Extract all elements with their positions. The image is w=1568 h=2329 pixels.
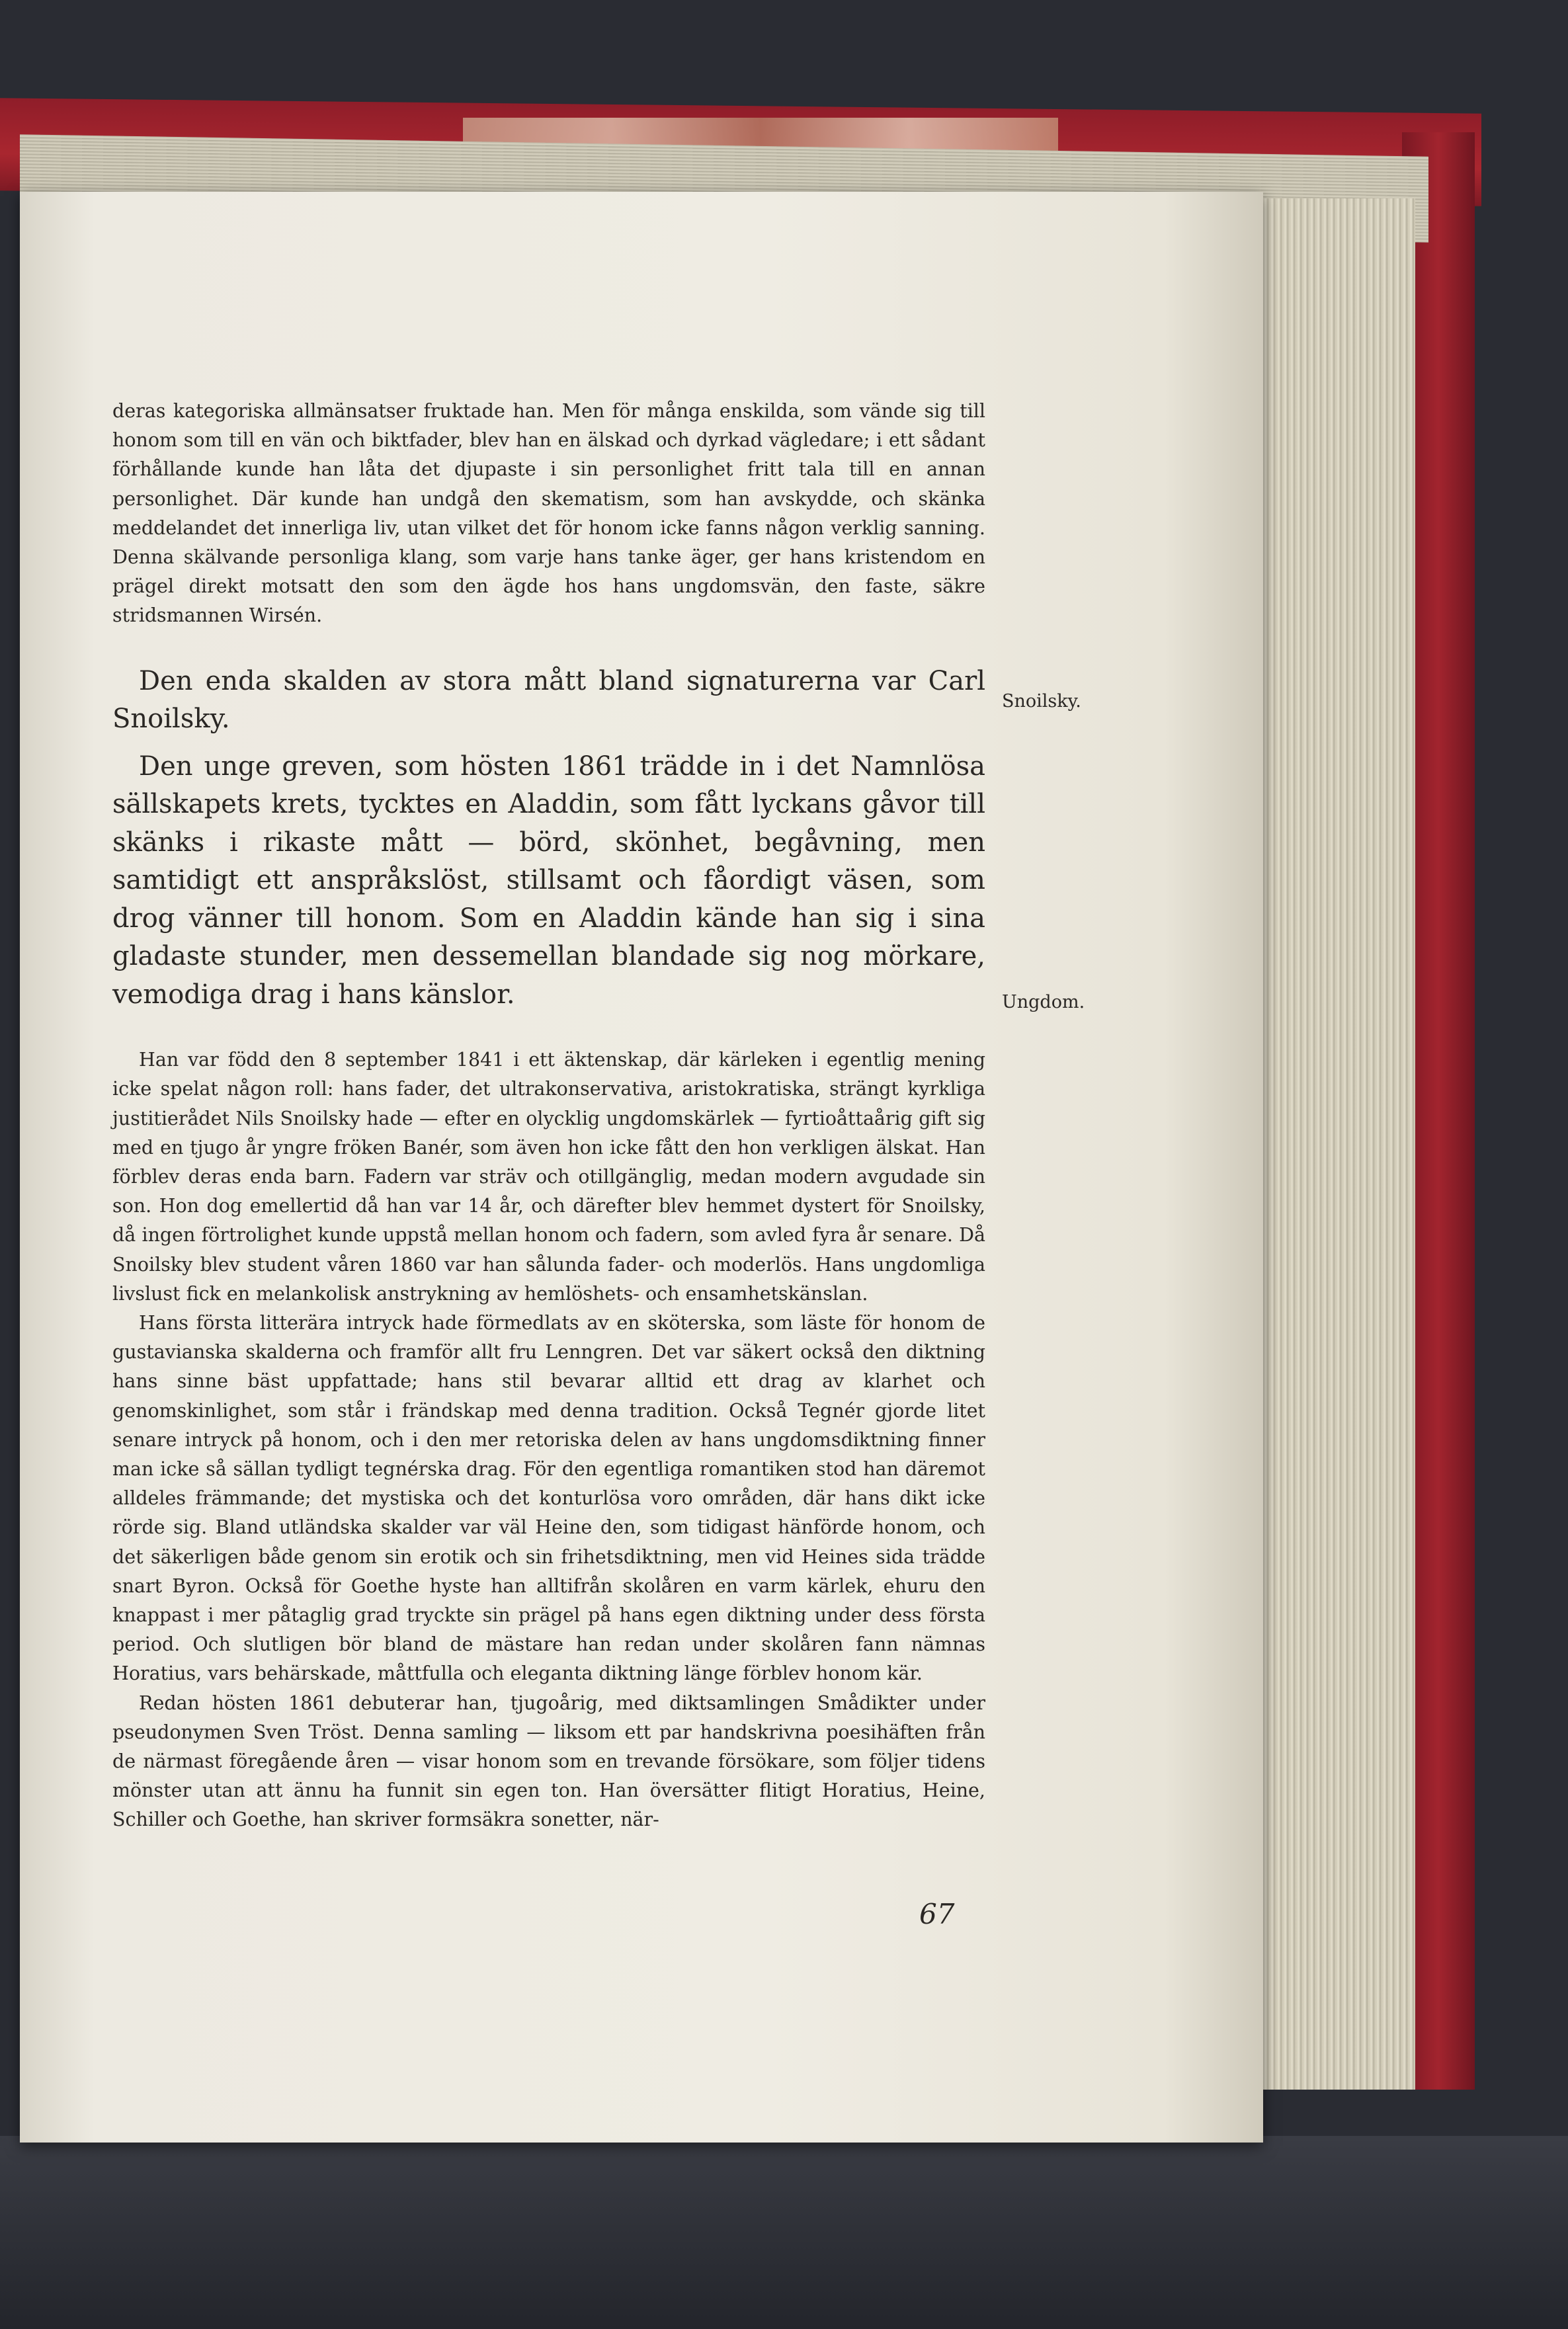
page-stack-right: [1243, 198, 1415, 2090]
paragraph-unge-greven: Den unge greven, som hösten 1861 trädde in i det Namnlösa sällskapets krets, tycktes en Aladdin, som fått lyckans gåvor till skänks i rikaste mått — börd, skönhet, begåvning, men samtidigt ett anspråkslöst, stillsamt och fåordigt väsen, som drog vänner till honom. Som en Aladdin kände han sig i sina gladaste stunder, men dessemellan blandade sig nog mörkare, vemodiga drag i hans känslor.: [112, 751, 985, 1010]
background-shadow: [0, 2136, 1568, 2329]
paragraph-fodd: Han var född den 8 september 1841 i ett äktenskap, där kärleken i egentlig mening icke spelat någon roll: hans fader, det ultrakonservativa, aristokratiska, strängt kyrkliga justitierådet Nils Snoilsky hade — efter en olycklig ungdomskärlek — fyrtioåttaårig gift sig med en tjugo år yngre fröken Banér, som även hon icke fått den hon verkligen älskat. Han förblev deras enda barn. Fadern var sträv och otillgänglig, medan modern avgudade sin son. Hon dog emellertid då han var 14 år, och därefter blev hemmet dystert för Snoilsky, då ingen förtrolighet kunde uppstå mellan honom och fadern, som avled fyra år senare. Då Snoilsky blev student våren 1860 var han sålunda fader- och moderlös. Hans ungdomliga livslust fick en melankolisk anstrykning av hemlöshets- och ensamhetskänslan.: [112, 1049, 985, 1305]
paragraph-intryck: Hans första litterära intryck hade förmedlats av en sköterska, som läste för honom de gustavianska skalderna och framför allt fru Lenngren. Det var säkert också den diktning hans sinne bäst uppfattade; hans stil bevarar alltid ett drag av klarhet och genomskinlighet, som står i frändskap med denna tradition. Också Tegnér gjorde litet senare intryck på honom, och i den mer retoriska delen av hans ungdomsdiktning finner man icke så sällan tydligt tegnérska drag. För den egentliga romantiken stod han däremot alldeles främmande; det mystiska och det konturlösa voro områden, där hans dikt icke rörde sig. Bland utländska skalder var väl Heine den, som tidigast hänförde honom, och det säkerligen både genom sin erotik och sin frihetsdiktning, men vid Heines sida trädde snart Byron. Också för Goethe hyste han alltifrån skolåren en varm kärlek, ehuru den knappast i mer påtaglig grad tryckte sin prägel på hans egen diktning under dess första period. Och slutligen bör bland de mästare han redan under skolåren fann nämnas Horatius, vars behärskade, måttfulla och eleganta diktning länge förblev honom kär.: [112, 1311, 985, 1685]
margin-note-ungdom: Ungdom.: [1002, 992, 1085, 1012]
paragraph-snoilsky-intro: Den enda skalden av stora mått bland signaturerna var Carl Snoilsky.: [112, 665, 985, 735]
margin-note-snoilsky: Snoilsky.: [1002, 691, 1081, 712]
paragraph-debut: Redan hösten 1861 debuterar han, tjugoårig, med diktsamlingen Smådikter under pseudonymen Sven Tröst. Denna samling — liksom ett par handskrivna poesihäften från de närmast föregående åren — visar honom som en trevande försökare, som följer tidens mönster utan att ännu ha funnit sin egen ton. Han översätter flitigt Horatius, Heine, Schiller och Goethe, han skriver formsäkra sonetter, när-: [112, 1692, 985, 1831]
text-column: [112, 397, 985, 1835]
page-number: 67: [919, 1898, 955, 1930]
paragraph-intro: deras kategoriska allmänsatser fruktade han. Men för många enskilda, som vände sig till honom som till en vän och biktfader, blev han en älskad och dyrkad vägledare; i ett sådant förhållande kunde han låta det djupaste i sin personlighet fritt tala till en annan personlighet. Där kunde han undgå den skematism, som han avskydde, och skänka meddelandet det innerliga liv, utan vilket det för honom icke fanns någon verklig sanning. Denna skälvande personliga klang, som varje hans tanke äger, ger hans kristendom en prägel direkt motsatt den som den ägde hos hans ungdomsvän, den faste, säkre stridsmannen Wirsén.: [112, 400, 985, 627]
